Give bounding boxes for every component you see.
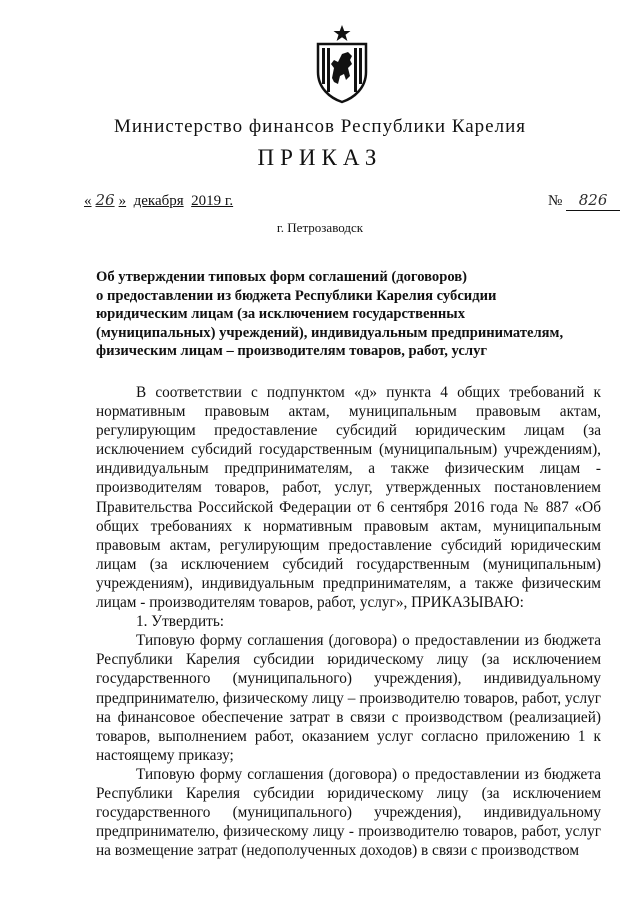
order-date: [84, 191, 233, 210]
number-value: 826: [578, 191, 608, 209]
title-line: юридическим лицам (за исключением государственных: [96, 306, 465, 323]
title-line: (муниципальных) учреждений), индивидуальным предпринимателям,: [96, 324, 564, 341]
date-month: декабря: [133, 193, 184, 209]
title-line: физическим лицам – производителям товаров, работ, услуг: [96, 343, 487, 360]
title-line: о предоставлении из бюджета Республики Карелия субсидии: [96, 287, 497, 304]
date-year: 2019 г.: [191, 193, 234, 209]
paragraph-form-2: Типовую форму соглашения (договора) о предоставлении из бюджета Республики Карелия субсидии юридическому лицу (за исключением государственного (муниципального) учреждения), индивидуальному предпринимателю, физическому лицу - производителю товаров, работ, услуг на возмещение затрат (недополученных доходов) в связи с производством: [96, 765, 601, 860]
coat-of-arms-icon: [314, 24, 370, 104]
city: г. Петрозаводск: [276, 220, 364, 235]
order-body: [96, 383, 601, 860]
date-day: 26: [95, 191, 115, 209]
paragraph-approve: 1. Утвердить:: [136, 613, 225, 631]
order-title: [96, 268, 596, 361]
order-number: [548, 191, 620, 211]
date-open-quote: «: [84, 193, 92, 209]
paragraph-preamble: В соответствии с подпунктом «д» пункта 4 общих требований к нормативным правовым актам, муниципальным правовым актам, регулирующим предоставление субсидий юридическим лицам (за исключением субсидий государственным (муниципальным) учреждениям), индивидуальным предпринимателям, а также физическим лицам - производителям товаров, работ, услуг, утвержденных постановлением Правительства Российской Федерации от 6 сентября 2016 года № 887 «Об общих требованиях к нормативным правовым актам, муниципальным правовым актам, регулирующим предоставление субсидий юридическим лицам (за исключением субсидий государственным (муниципальным) учреждениям), индивидуальным предпринимателям, а также физическим лицам - производителям товаров, работ, услуг», ПРИКАЗЫВАЮ:: [96, 384, 601, 612]
title-line: Об утверждении типовых форм соглашений (договоров): [96, 269, 467, 285]
number-label: №: [548, 193, 563, 209]
paragraph-form-1: Типовую форму соглашения (договора) о предоставлении из бюджета Республики Карелия субсидии юридическому лицу (за исключением государственного (муниципального) учреждения), индивидуальному предпринимателю, физическому лицу – производителю товаров, работ, услуг на финансовое обеспечение затрат в связи с производством (реализацией) товаров, выполнением работ, оказанием услуг согласно приложению 1 к настоящему приказу;: [96, 632, 601, 764]
document-type: ПРИКАЗ: [257, 145, 383, 170]
date-close-quote: »: [118, 193, 127, 209]
ministry-name: Министерство финансов Республики Карелия: [113, 116, 527, 137]
